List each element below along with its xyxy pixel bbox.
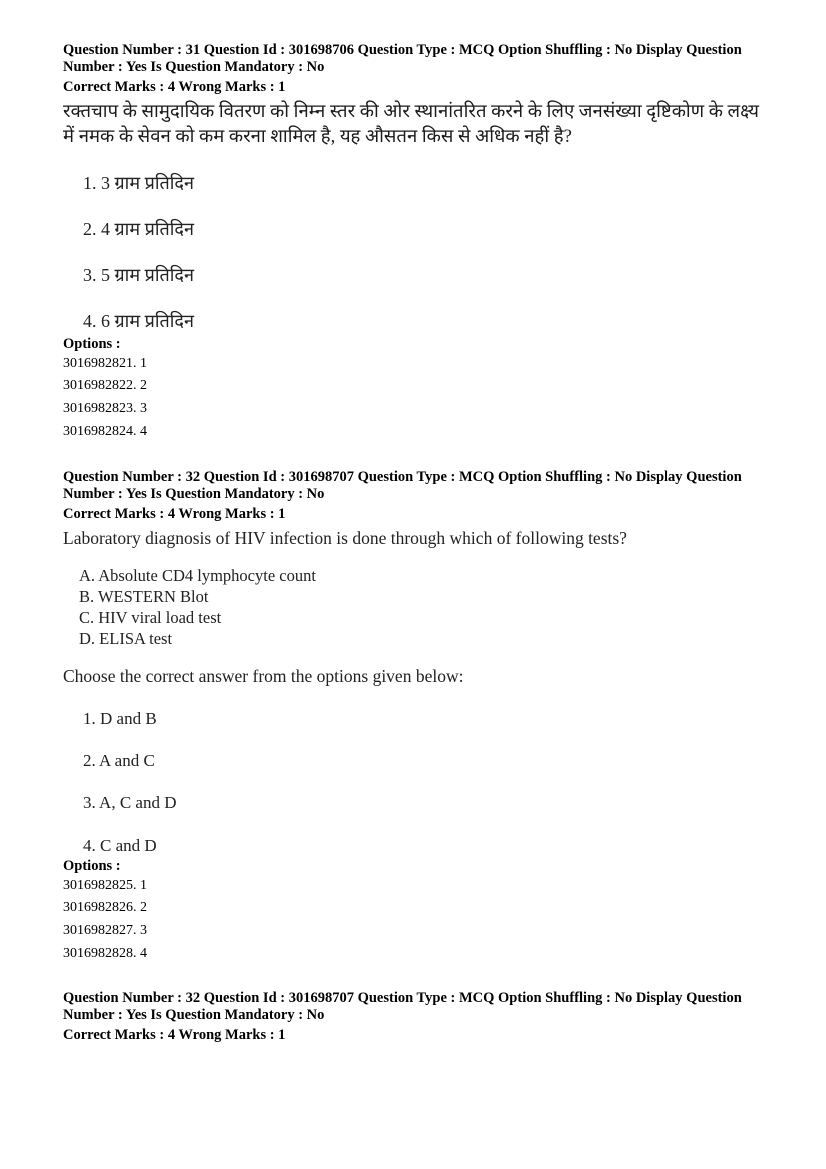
- choice-1: 1. D and B: [83, 709, 157, 728]
- option-id: 3016982824. 4: [63, 424, 147, 439]
- option-id: 3016982823. 3: [63, 401, 147, 416]
- question-marks: Correct Marks : 4 Wrong Marks : 1: [63, 79, 286, 95]
- option-id: 3016982822. 2: [63, 378, 147, 393]
- question-meta: Question Number : 31 Question Id : 301698706 Question Type : MCQ Option Shuffling : No Display Question Number : Yes Is Question Mandatory : No: [63, 42, 742, 75]
- choice-3: 3. 5 ग्राम प्रतिदिन: [83, 265, 194, 285]
- choice-3: 3. A, C and D: [83, 793, 177, 812]
- answer-prompt: Choose the correct answer from the options given below:: [63, 666, 464, 686]
- option-id: 3016982825. 1: [63, 878, 147, 893]
- question-text: Laboratory diagnosis of HIV infection is done through which of following tests?: [63, 528, 627, 548]
- choice-4: 4. 6 ग्राम प्रतिदिन: [83, 311, 194, 331]
- question-meta: Question Number : 32 Question Id : 301698707 Question Type : MCQ Option Shuffling : No Display Question Number : Yes Is Question Mandatory : No: [63, 469, 742, 502]
- statement-list: [63, 565, 773, 649]
- choice-2: 2. 4 ग्राम प्रतिदिन: [83, 219, 194, 239]
- option-id: 3016982827. 3: [63, 923, 147, 938]
- statement-item: C. HIV viral load test: [79, 608, 222, 627]
- option-id: 3016982828. 4: [63, 946, 147, 961]
- statement-item: D. ELISA test: [79, 629, 173, 648]
- choice-1: 1. 3 ग्राम प्रतिदिन: [83, 173, 194, 193]
- question-32-repeat: [63, 990, 773, 1044]
- choice-4: 4. C and D: [83, 836, 157, 855]
- question-meta: Question Number : 32 Question Id : 301698707 Question Type : MCQ Option Shuffling : No Display Question Number : Yes Is Question Mandatory : No: [63, 990, 742, 1023]
- question-text: रक्तचाप के सामुदायिक वितरण को निम्न स्तर की ओर स्थानांतरित करने के लिए जनसंख्या दृष्टिकोण के लक्ष्य में नमक के सेवन को कम करना शामिल है, यह औसतन किस से अधिक नहीं है?: [63, 102, 760, 147]
- question-marks: Correct Marks : 4 Wrong Marks : 1: [63, 506, 286, 522]
- question-marks: Correct Marks : 4 Wrong Marks : 1: [63, 1027, 286, 1043]
- option-id: 3016982821. 1: [63, 356, 147, 371]
- choice-2: 2. A and C: [83, 751, 155, 770]
- question-32: [63, 469, 773, 549]
- statement-item: A. Absolute CD4 lymphocyte count: [79, 566, 316, 585]
- options-heading: Options :: [63, 858, 121, 874]
- option-id: 3016982826. 2: [63, 900, 147, 915]
- statement-item: B. WESTERN Blot: [79, 587, 209, 606]
- options-heading: Options :: [63, 336, 121, 352]
- question-31: [63, 42, 773, 150]
